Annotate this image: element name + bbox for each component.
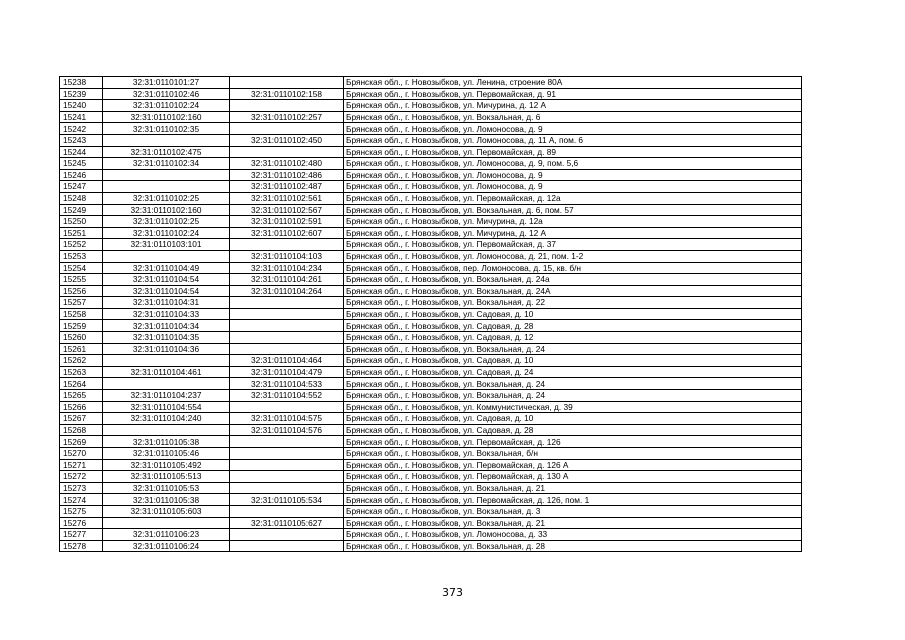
- building-cadastral-number-cell: [230, 529, 344, 541]
- row-number-cell: 15271: [60, 459, 103, 471]
- address-cell: Брянская обл., г. Новозыбков, ул. Мичурина, д. 12 А: [344, 227, 802, 239]
- row-number-cell: 15275: [60, 505, 103, 517]
- table-row: [60, 505, 802, 517]
- address-cell: Брянская обл., г. Новозыбков, ул. Вокзальная, б/н: [344, 448, 802, 460]
- land-plot-cadastral-number-cell: [103, 355, 230, 367]
- building-cadastral-number-cell: [230, 308, 344, 320]
- building-cadastral-number-cell: [230, 77, 344, 89]
- row-number-cell: 15238: [60, 77, 103, 89]
- table-row: [60, 100, 802, 112]
- table-row: [60, 158, 802, 170]
- table-row: [60, 471, 802, 483]
- table-row: [60, 111, 802, 123]
- land-plot-cadastral-number-cell: [103, 424, 230, 436]
- row-number-cell: 15261: [60, 343, 103, 355]
- building-cadastral-number-cell: 32:31:0110104:234: [230, 262, 344, 274]
- row-number-cell: 15267: [60, 413, 103, 425]
- address-cell: Брянская обл., г. Новозыбков, ул. Садовая, д. 24: [344, 366, 802, 378]
- land-plot-cadastral-number-cell: 32:31:0110102:160: [103, 111, 230, 123]
- land-plot-cadastral-number-cell: 32:31:0110104:33: [103, 308, 230, 320]
- address-cell: Брянская обл., г. Новозыбков, ул. Садовая, д. 10: [344, 413, 802, 425]
- land-plot-cadastral-number-cell: 32:31:0110102:24: [103, 227, 230, 239]
- row-number-cell: 15269: [60, 436, 103, 448]
- building-cadastral-number-cell: 32:31:0110102:486: [230, 169, 344, 181]
- table-row: [60, 355, 802, 367]
- row-number-cell: 15258: [60, 308, 103, 320]
- row-number-cell: 15257: [60, 297, 103, 309]
- address-cell: Брянская обл., г. Новозыбков, ул. Вокзальная, д. 24А: [344, 285, 802, 297]
- table-row: [60, 424, 802, 436]
- row-number-cell: 15245: [60, 158, 103, 170]
- address-cell: Брянская обл., г. Новозыбков, ул. Мичурина, д. 12а: [344, 216, 802, 228]
- building-cadastral-number-cell: 32:31:0110104:264: [230, 285, 344, 297]
- table-row: [60, 448, 802, 460]
- row-number-cell: 15240: [60, 100, 103, 112]
- land-plot-cadastral-number-cell: 32:31:0110104:34: [103, 320, 230, 332]
- table-row: [60, 297, 802, 309]
- land-plot-cadastral-number-cell: 32:31:0110104:36: [103, 343, 230, 355]
- address-cell: Брянская обл., г. Новозыбков, ул. Ломоносова, д. 33: [344, 529, 802, 541]
- row-number-cell: 15259: [60, 320, 103, 332]
- building-cadastral-number-cell: [230, 297, 344, 309]
- address-cell: Брянская обл., г. Новозыбков, ул. Садовая, д. 10: [344, 308, 802, 320]
- land-plot-cadastral-number-cell: 32:31:0110103:101: [103, 239, 230, 251]
- table-row: [60, 436, 802, 448]
- land-plot-cadastral-number-cell: 32:31:0110102:25: [103, 192, 230, 204]
- row-number-cell: 15256: [60, 285, 103, 297]
- table-row: [60, 332, 802, 344]
- building-cadastral-number-cell: 32:31:0110104:261: [230, 274, 344, 286]
- address-cell: Брянская обл., г. Новозыбков, ул. Вокзальная, д. 6, пом. 57: [344, 204, 802, 216]
- address-cell: Брянская обл., г. Новозыбков, ул. Первомайская, д. 89: [344, 146, 802, 158]
- row-number-cell: 15243: [60, 134, 103, 146]
- land-plot-cadastral-number-cell: 32:31:0110105:38: [103, 436, 230, 448]
- address-cell: Брянская обл., г. Новозыбков, ул. Мичурина, д. 12 А: [344, 100, 802, 112]
- land-plot-cadastral-number-cell: 32:31:0110105:46: [103, 448, 230, 460]
- land-plot-cadastral-number-cell: 32:31:0110105:603: [103, 505, 230, 517]
- table-row: [60, 366, 802, 378]
- table-row: [60, 308, 802, 320]
- building-cadastral-number-cell: [230, 436, 344, 448]
- row-number-cell: 15246: [60, 169, 103, 181]
- address-cell: Брянская обл., г. Новозыбков, ул. Вокзальная, д. 3: [344, 505, 802, 517]
- building-cadastral-number-cell: 32:31:0110102:158: [230, 88, 344, 100]
- row-number-cell: 15255: [60, 274, 103, 286]
- building-cadastral-number-cell: 32:31:0110102:607: [230, 227, 344, 239]
- table-row: [60, 192, 802, 204]
- page-number: 373: [442, 586, 463, 599]
- row-number-cell: 15253: [60, 250, 103, 262]
- address-cell: Брянская обл., г. Новозыбков, ул. Ломоносова, д. 21, пом. 1-2: [344, 250, 802, 262]
- land-plot-cadastral-number-cell: 32:31:0110106:23: [103, 529, 230, 541]
- address-cell: Брянская обл., г. Новозыбков, ул. Вокзальная, д. 24а: [344, 274, 802, 286]
- land-plot-cadastral-number-cell: 32:31:0110102:34: [103, 158, 230, 170]
- land-plot-cadastral-number-cell: [103, 134, 230, 146]
- building-cadastral-number-cell: 32:31:0110104:464: [230, 355, 344, 367]
- table-row: [60, 459, 802, 471]
- building-cadastral-number-cell: [230, 540, 344, 552]
- address-cell: Брянская обл., г. Новозыбков, ул. Вокзальная, д. 21: [344, 517, 802, 529]
- row-number-cell: 15263: [60, 366, 103, 378]
- table-row: [60, 204, 802, 216]
- land-plot-cadastral-number-cell: [103, 378, 230, 390]
- row-number-cell: 15270: [60, 448, 103, 460]
- building-cadastral-number-cell: 32:31:0110104:575: [230, 413, 344, 425]
- land-plot-cadastral-number-cell: 32:31:0110105:53: [103, 482, 230, 494]
- building-cadastral-number-cell: 32:31:0110102:257: [230, 111, 344, 123]
- building-cadastral-number-cell: [230, 471, 344, 483]
- building-cadastral-number-cell: [230, 332, 344, 344]
- land-plot-cadastral-number-cell: 32:31:0110104:554: [103, 401, 230, 413]
- row-number-cell: 15260: [60, 332, 103, 344]
- land-plot-cadastral-number-cell: [103, 250, 230, 262]
- row-number-cell: 15266: [60, 401, 103, 413]
- table-row: [60, 517, 802, 529]
- land-plot-cadastral-number-cell: 32:31:0110104:54: [103, 285, 230, 297]
- address-cell: Брянская обл., г. Новозыбков, ул. Садовая, д. 28: [344, 424, 802, 436]
- building-cadastral-number-cell: [230, 459, 344, 471]
- land-plot-cadastral-number-cell: 32:31:0110104:49: [103, 262, 230, 274]
- building-cadastral-number-cell: 32:31:0110102:487: [230, 181, 344, 193]
- registry-table-body: [60, 77, 802, 552]
- table-row: [60, 540, 802, 552]
- table-row: [60, 482, 802, 494]
- table-row: [60, 227, 802, 239]
- table-row: [60, 77, 802, 89]
- building-cadastral-number-cell: 32:31:0110104:552: [230, 390, 344, 402]
- row-number-cell: 15248: [60, 192, 103, 204]
- address-cell: Брянская обл., г. Новозыбков, ул. Первомайская, д. 126: [344, 436, 802, 448]
- building-cadastral-number-cell: [230, 482, 344, 494]
- row-number-cell: 15273: [60, 482, 103, 494]
- land-plot-cadastral-number-cell: 32:31:0110102:24: [103, 100, 230, 112]
- address-cell: Брянская обл., г. Новозыбков, ул. Вокзальная, д. 6: [344, 111, 802, 123]
- table-row: [60, 529, 802, 541]
- table-row: [60, 378, 802, 390]
- address-cell: Брянская обл., г. Новозыбков, ул. Первомайская, д. 91: [344, 88, 802, 100]
- table-row: [60, 216, 802, 228]
- land-plot-cadastral-number-cell: 32:31:0110104:31: [103, 297, 230, 309]
- land-plot-cadastral-number-cell: 32:31:0110102:475: [103, 146, 230, 158]
- row-number-cell: 15278: [60, 540, 103, 552]
- address-cell: Брянская обл., г. Новозыбков, ул. Ломоносова, д. 11 А, пом. 6: [344, 134, 802, 146]
- land-plot-cadastral-number-cell: 32:31:0110106:24: [103, 540, 230, 552]
- table-row: [60, 274, 802, 286]
- land-plot-cadastral-number-cell: [103, 181, 230, 193]
- land-plot-cadastral-number-cell: 32:31:0110102:35: [103, 123, 230, 135]
- land-plot-cadastral-number-cell: 32:31:0110102:25: [103, 216, 230, 228]
- land-plot-cadastral-number-cell: 32:31:0110104:461: [103, 366, 230, 378]
- address-cell: Брянская обл., г. Новозыбков, ул. Первомайская, д. 37: [344, 239, 802, 251]
- building-cadastral-number-cell: 32:31:0110102:450: [230, 134, 344, 146]
- table-row: [60, 169, 802, 181]
- building-cadastral-number-cell: 32:31:0110102:561: [230, 192, 344, 204]
- address-cell: Брянская обл., г. Новозыбков, ул. Первомайская, д. 126 А: [344, 459, 802, 471]
- address-cell: Брянская обл., г. Новозыбков, ул. Вокзальная, д. 24: [344, 343, 802, 355]
- address-cell: Брянская обл., г. Новозыбков, ул. Ломоносова, д. 9: [344, 123, 802, 135]
- land-plot-cadastral-number-cell: [103, 169, 230, 181]
- row-number-cell: 15251: [60, 227, 103, 239]
- table-row: [60, 343, 802, 355]
- address-cell: Брянская обл., г. Новозыбков, ул. Вокзальная, д. 28: [344, 540, 802, 552]
- row-number-cell: 15252: [60, 239, 103, 251]
- table-row: [60, 320, 802, 332]
- building-cadastral-number-cell: [230, 401, 344, 413]
- row-number-cell: 15254: [60, 262, 103, 274]
- table-row: [60, 88, 802, 100]
- address-cell: Брянская обл., г. Новозыбков, ул. Первомайская, д. 130 А: [344, 471, 802, 483]
- building-cadastral-number-cell: 32:31:0110102:567: [230, 204, 344, 216]
- row-number-cell: 15244: [60, 146, 103, 158]
- land-plot-cadastral-number-cell: 32:31:0110104:240: [103, 413, 230, 425]
- table-row: [60, 134, 802, 146]
- row-number-cell: 15265: [60, 390, 103, 402]
- address-cell: Брянская обл., г. Новозыбков, ул. Садовая, д. 28: [344, 320, 802, 332]
- building-cadastral-number-cell: 32:31:0110104:533: [230, 378, 344, 390]
- land-plot-cadastral-number-cell: 32:31:0110104:54: [103, 274, 230, 286]
- address-cell: Брянская обл., г. Новозыбков, ул. Вокзальная, д. 24: [344, 378, 802, 390]
- table-row: [60, 285, 802, 297]
- row-number-cell: 15276: [60, 517, 103, 529]
- building-cadastral-number-cell: [230, 100, 344, 112]
- address-cell: Брянская обл., г. Новозыбков, пер. Ломоносова, д. 15, кв. б/н: [344, 262, 802, 274]
- table-row: [60, 250, 802, 262]
- land-plot-cadastral-number-cell: 32:31:0110104:237: [103, 390, 230, 402]
- row-number-cell: 15247: [60, 181, 103, 193]
- row-number-cell: 15264: [60, 378, 103, 390]
- table-row: [60, 181, 802, 193]
- address-cell: Брянская обл., г. Новозыбков, ул. Коммунистическая, д. 39: [344, 401, 802, 413]
- address-cell: Брянская обл., г. Новозыбков, ул. Первомайская, д. 126, пом. 1: [344, 494, 802, 506]
- row-number-cell: 15241: [60, 111, 103, 123]
- building-cadastral-number-cell: [230, 505, 344, 517]
- address-cell: Брянская обл., г. Новозыбков, ул. Вокзальная, д. 24: [344, 390, 802, 402]
- address-cell: Брянская обл., г. Новозыбков, ул. Вокзальная, д. 22: [344, 297, 802, 309]
- land-plot-cadastral-number-cell: 32:31:0110105:492: [103, 459, 230, 471]
- table-row: [60, 146, 802, 158]
- building-cadastral-number-cell: 32:31:0110102:480: [230, 158, 344, 170]
- row-number-cell: 15242: [60, 123, 103, 135]
- property-registry-table: [59, 76, 802, 552]
- row-number-cell: 15239: [60, 88, 103, 100]
- row-number-cell: 15262: [60, 355, 103, 367]
- table-row: [60, 494, 802, 506]
- land-plot-cadastral-number-cell: 32:31:0110102:46: [103, 88, 230, 100]
- building-cadastral-number-cell: 32:31:0110104:576: [230, 424, 344, 436]
- address-cell: Брянская обл., г. Новозыбков, ул. Ленина, строение 80А: [344, 77, 802, 89]
- building-cadastral-number-cell: 32:31:0110105:534: [230, 494, 344, 506]
- building-cadastral-number-cell: 32:31:0110102:591: [230, 216, 344, 228]
- address-cell: Брянская обл., г. Новозыбков, ул. Садовая, д. 10: [344, 355, 802, 367]
- address-cell: Брянская обл., г. Новозыбков, ул. Ломоносова, д. 9: [344, 169, 802, 181]
- land-plot-cadastral-number-cell: 32:31:0110105:513: [103, 471, 230, 483]
- address-cell: Брянская обл., г. Новозыбков, ул. Первомайская, д. 12а: [344, 192, 802, 204]
- row-number-cell: 15277: [60, 529, 103, 541]
- building-cadastral-number-cell: 32:31:0110104:103: [230, 250, 344, 262]
- address-cell: Брянская обл., г. Новозыбков, ул. Вокзальная, д. 21: [344, 482, 802, 494]
- table-row: [60, 401, 802, 413]
- building-cadastral-number-cell: [230, 320, 344, 332]
- table-row: [60, 123, 802, 135]
- land-plot-cadastral-number-cell: [103, 517, 230, 529]
- row-number-cell: 15250: [60, 216, 103, 228]
- address-cell: Брянская обл., г. Новозыбков, ул. Ломоносова, д. 9, пом. 5,6: [344, 158, 802, 170]
- building-cadastral-number-cell: [230, 146, 344, 158]
- land-plot-cadastral-number-cell: 32:31:0110105:38: [103, 494, 230, 506]
- building-cadastral-number-cell: [230, 123, 344, 135]
- address-cell: Брянская обл., г. Новозыбков, ул. Садовая, д. 12: [344, 332, 802, 344]
- building-cadastral-number-cell: [230, 343, 344, 355]
- building-cadastral-number-cell: [230, 239, 344, 251]
- building-cadastral-number-cell: [230, 448, 344, 460]
- land-plot-cadastral-number-cell: 32:31:0110104:35: [103, 332, 230, 344]
- row-number-cell: 15268: [60, 424, 103, 436]
- building-cadastral-number-cell: 32:31:0110105:627: [230, 517, 344, 529]
- table-row: [60, 413, 802, 425]
- row-number-cell: 15249: [60, 204, 103, 216]
- building-cadastral-number-cell: 32:31:0110104:479: [230, 366, 344, 378]
- address-cell: Брянская обл., г. Новозыбков, ул. Ломоносова, д. 9: [344, 181, 802, 193]
- land-plot-cadastral-number-cell: 32:31:0110102:160: [103, 204, 230, 216]
- land-plot-cadastral-number-cell: 32:31:0110101:27: [103, 77, 230, 89]
- table-row: [60, 262, 802, 274]
- row-number-cell: 15274: [60, 494, 103, 506]
- table-row: [60, 390, 802, 402]
- table-row: [60, 239, 802, 251]
- row-number-cell: 15272: [60, 471, 103, 483]
